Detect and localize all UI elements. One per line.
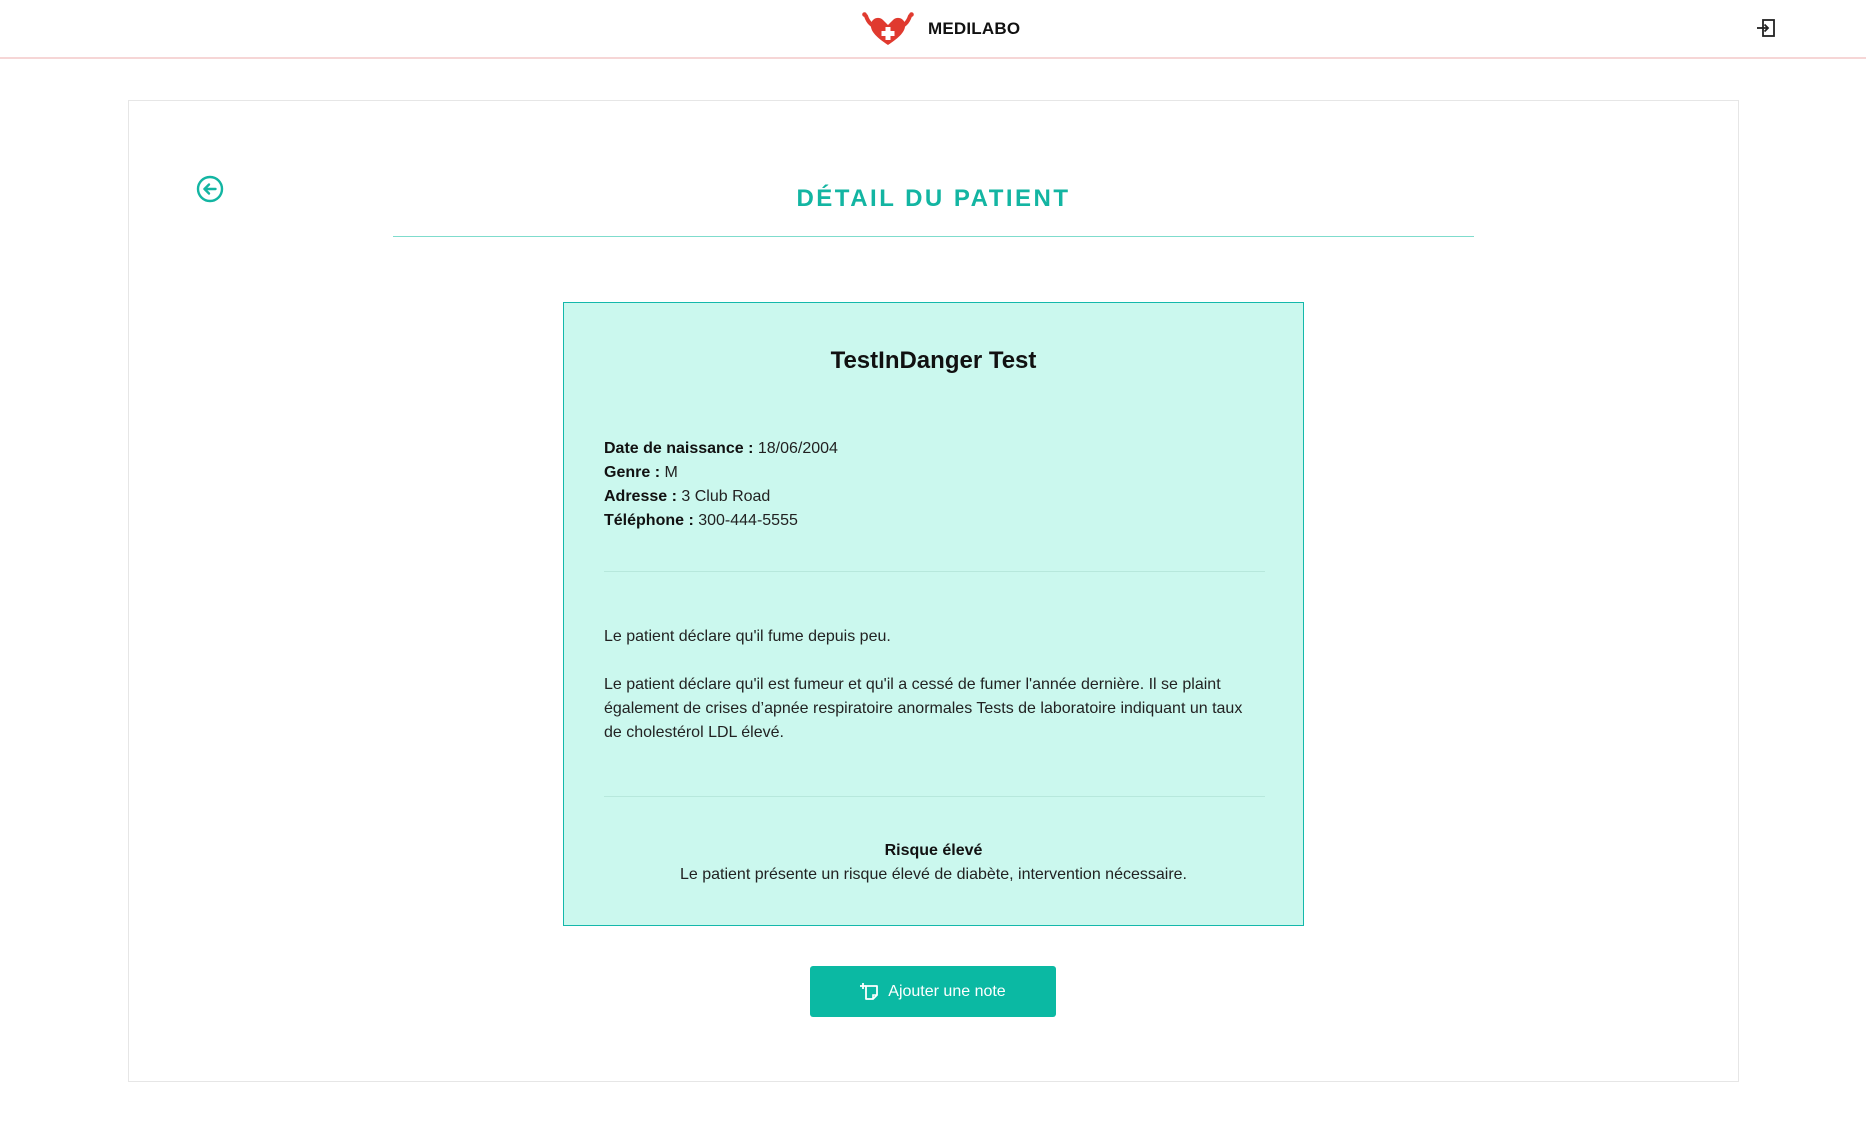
field-label: Genre : [604, 464, 661, 481]
add-note-button[interactable] [810, 966, 1056, 1017]
divider [604, 796, 1265, 797]
field-value: 300-444-5555 [698, 512, 798, 529]
page-title: DÉTAIL DU PATIENT [796, 185, 1071, 212]
brand[interactable] [862, 12, 1020, 46]
field-value: M [664, 464, 678, 481]
patient-name: TestInDanger Test [830, 347, 1037, 374]
field-label: Téléphone : [604, 512, 694, 529]
field-gender [604, 461, 1264, 485]
note-item: Le patient déclare qu'il est fumeur et qu'il a cessé de fumer l'année dernière. Il se plaint également de crises d’apnée respiratoire anormales Tests de laboratoire indiquant un taux de cholestérol LDL élevé. [604, 676, 1243, 741]
brand-name: MEDILABO [928, 19, 1021, 38]
patient-info-panel [563, 302, 1304, 926]
field-birthdate [604, 437, 1264, 461]
logout-button[interactable] [1755, 17, 1777, 39]
add-note-label: Ajouter une note [888, 982, 1006, 1000]
back-arrow-circle-icon [196, 175, 224, 203]
add-note-icon [860, 982, 880, 1002]
field-label: Adresse : [604, 488, 677, 505]
note-item: Le patient déclare qu'il fume depuis peu. [604, 628, 891, 645]
field-phone [604, 509, 1264, 533]
heart-hands-cross-icon [862, 12, 914, 46]
field-label: Date de naissance : [604, 440, 754, 457]
notes-list [604, 625, 1264, 769]
patient-info-list [604, 437, 1264, 533]
title-divider [393, 236, 1474, 237]
logout-icon [1755, 17, 1777, 39]
divider [604, 571, 1265, 572]
back-button[interactable] [196, 175, 224, 203]
risk-level: Risque élevé [884, 842, 983, 859]
field-address [604, 485, 1264, 509]
field-value: 3 Club Road [681, 488, 771, 505]
risk-assessment [564, 839, 1303, 887]
top-navbar [0, 0, 1866, 59]
field-value: 18/06/2004 [757, 440, 838, 457]
risk-description: Le patient présente un risque élevé de diabète, intervention nécessaire. [679, 866, 1187, 883]
